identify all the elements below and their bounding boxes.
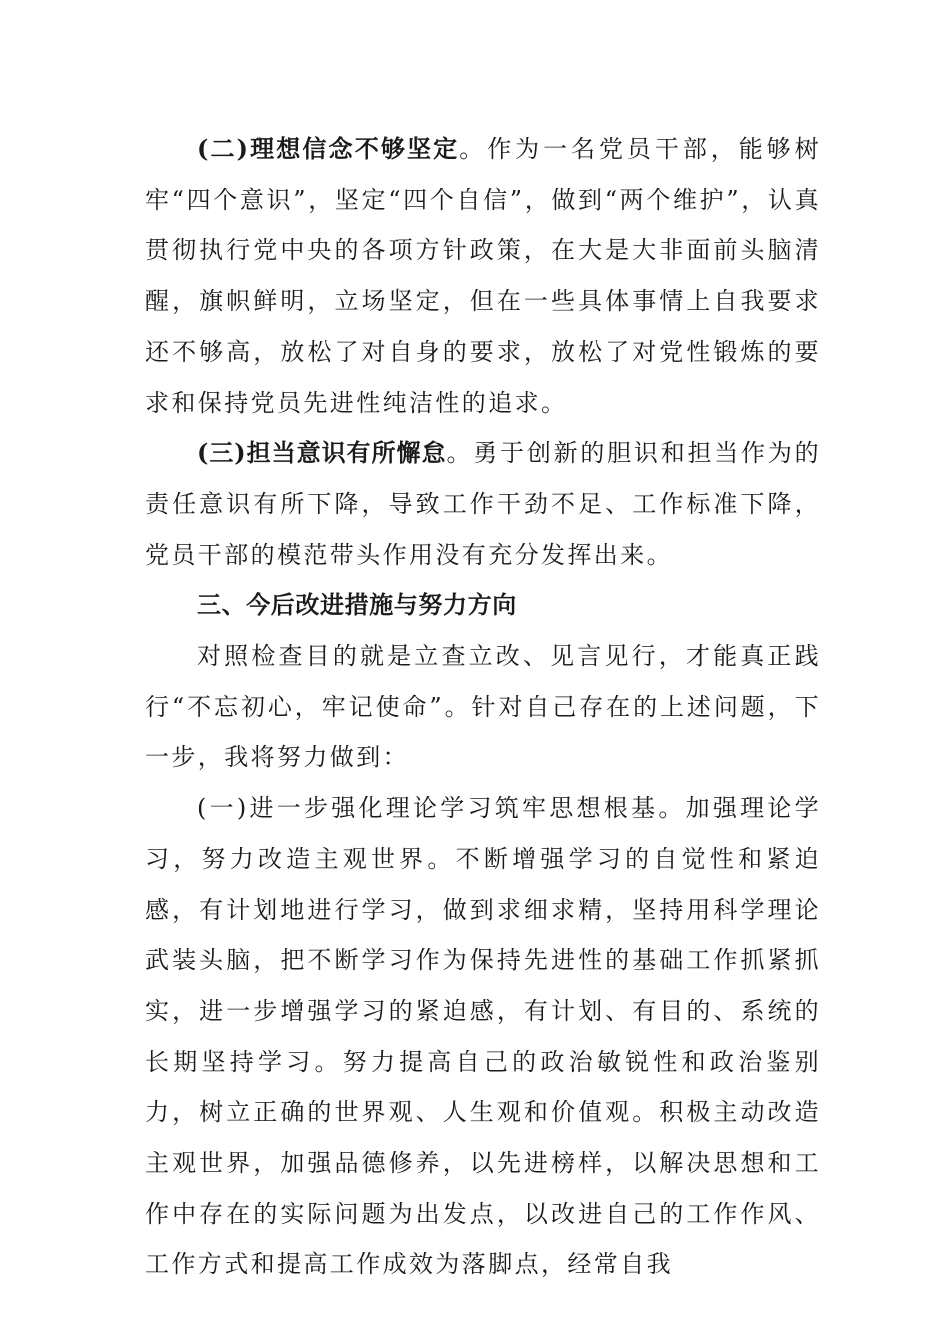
paragraph-responsibility-text: 。勇于创新的胆识和担当作为的责任意识有所下降，导致工作干劲不足、工作标准下降，党员干部的模范带头作用没有充分发挥出来。 xyxy=(145,439,822,569)
paragraph-responsibility xyxy=(145,428,821,580)
paragraph-intro: 对照检查目的就是立查立改、见言见行，才能真正践行“不忘初心，牢记使命”。针对自己存在的上述问题，下一步，我将努力做到： xyxy=(145,642,821,772)
section-heading: 三、今后改进措施与努力方向 xyxy=(197,590,517,620)
paragraph-ideals xyxy=(145,124,821,428)
document-body xyxy=(145,124,821,1290)
paragraph-responsibility-heading: (三)担当意识有所懈怠 xyxy=(197,438,447,468)
paragraph-ideals-text: 。作为一名党员干部，能够树牢“四个意识”，坚定“四个自信”，做到“两个维护”，认真贯彻执行党中央的各项方针政策，在大是大非面前头脑清醒，旗帜鲜明，立场坚定，但在一些具体事情上自我要求还不够高，放松了对自身的要求，放松了对党性锻炼的要求和保持党员先进性纯洁性的追求。 xyxy=(145,135,821,417)
paragraph-theory-study: (一)进一步强化理论学习筑牢思想根基。加强理论学习，努力改造主观世界。不断增强学习的自觉性和紧迫感，有计划地进行学习，做到求细求精，坚持用科学理论武装头脑，把不断学习作为保持先进性的基础工作抓紧抓实，进一步增强学习的紧迫感，有计划、有目的、系统的长期坚持学习。努力提高自己的政治敏锐性和政治鉴别力，树立正确的世界观、人生观和价值观。积极主动改造主观世界，加强品德修养，以先进榜样，以解决思想和工作中存在的实际问题为出发点，以改进自己的工作作风、工作方式和提高工作成效为落脚点，经常自我 xyxy=(145,794,821,1279)
paragraph-ideals-heading: (二)理想信念不够坚定 xyxy=(197,134,460,163)
